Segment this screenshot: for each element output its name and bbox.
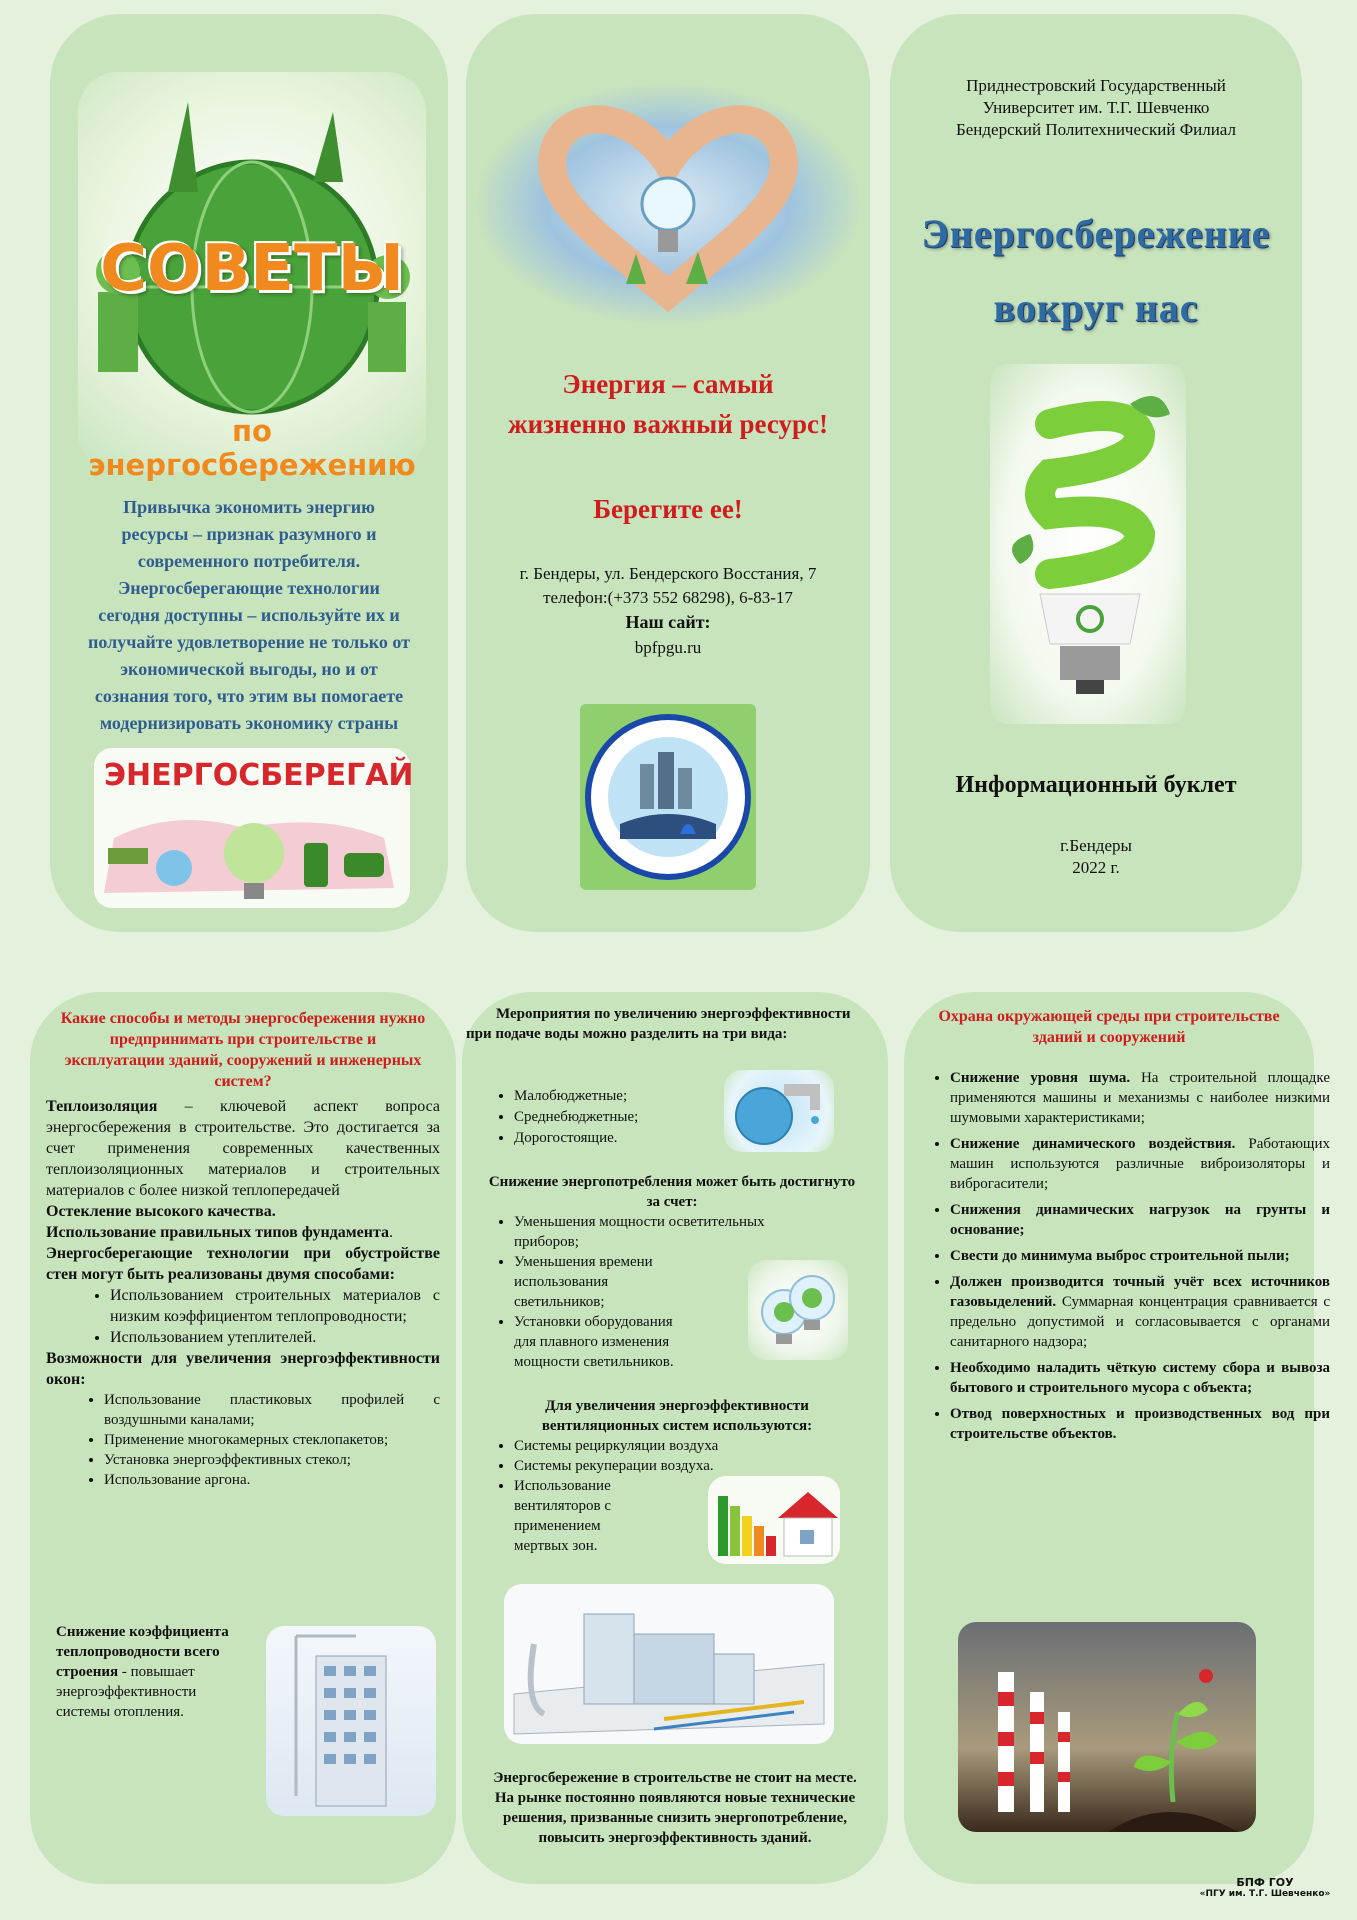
conductivity-note — [56, 1622, 236, 1722]
list-item: • Использование пластиковых профилей с воздушными каналами; — [104, 1390, 440, 1430]
panel-cover — [890, 14, 1302, 932]
water-list — [482, 1086, 734, 1149]
save-energy-banner — [94, 748, 414, 908]
bulb-icon — [748, 1260, 848, 1360]
slogan: Энергия – самый жизненно важный ресурс! — [508, 369, 828, 439]
insulation-term: Теплоизоляция — [46, 1098, 158, 1115]
building-image — [266, 1626, 436, 1816]
list-item: • Уменьшения мощности осветительных приборов; — [514, 1212, 804, 1252]
list-item: • Системы рециркуляции воздуха — [514, 1436, 814, 1456]
year: 2022 г. — [1072, 858, 1120, 877]
item-bold: Отвод поверхностных и производственных вод при строительстве объектов. — [950, 1406, 1330, 1442]
list-item: • Установка энергоэффективных стекол; — [104, 1450, 440, 1470]
hands-heart-icon — [476, 84, 860, 324]
conductivity-dash: - — [121, 1664, 127, 1680]
city: г.Бендеры — [1060, 836, 1132, 855]
panel-contacts — [466, 14, 870, 932]
item-text: Работающих машин используются различные виброизоляторы и виброгасители; — [950, 1136, 1330, 1192]
list-item: • Системы рекуперации воздуха. — [514, 1456, 814, 1476]
list-item: • Использование аргона. — [104, 1470, 440, 1490]
environment-heading: Охрана окружающей среды при строительстве зданий и сооружений — [938, 1008, 1280, 1046]
bulbs-image — [748, 1260, 848, 1360]
foundation-line — [46, 1222, 440, 1243]
university-line-2: Университет им. Т.Г. Шевченко — [982, 98, 1210, 117]
foundation-text: Использование правильных типов фундамента — [46, 1224, 390, 1241]
foundation-dot: . — [389, 1224, 394, 1241]
ventilation-heading: Для увеличения энергоэффективности вентиляционных систем используются: — [541, 1398, 813, 1434]
glazing-line: Остекление высокого качества. — [46, 1203, 276, 1220]
energy-icons — [94, 798, 410, 908]
list-item: • Установки оборудования для плавного изменения мощности светильников. — [514, 1312, 694, 1372]
list-item: • Уменьшения времени использования светильников; — [514, 1252, 664, 1312]
phone: телефон:(+373 552 68298), 6-83-17 — [543, 588, 793, 607]
site-label: Наш сайт: — [625, 612, 711, 632]
university-emblem — [580, 704, 756, 890]
item-bold: Должен производится точный учёт всех источников газовыделений. — [950, 1274, 1330, 1310]
conductivity-bold: Снижение коэффициента теплопроводности всего строения — [56, 1624, 229, 1680]
architecture-plan-image — [504, 1584, 834, 1744]
item-bold: Снижение динамического воздействия. — [950, 1136, 1236, 1152]
logo-word: СОВЕТЫ — [100, 232, 404, 306]
lamp-icon — [990, 364, 1186, 724]
panel-environment — [904, 992, 1330, 1884]
list-item: • Малобюджетные; — [514, 1086, 734, 1107]
list-item: • Использованием строительных материалов с низким коэффициентом теплопроводности; — [110, 1285, 440, 1327]
walls-line: Энергосберегающие технологии при обустройстве стен могут быть реализованы двумя способами: — [46, 1245, 440, 1283]
factory-sprout-image — [958, 1622, 1256, 1832]
item-text: На строительной площадке применяются машины и механизмы с наиболее низкими шумовыми характеристиками; — [950, 1070, 1330, 1126]
lighting-heading: Снижение энергопотребления может быть достигнуто за счет: — [488, 1174, 856, 1210]
hands-heart-image — [476, 84, 860, 324]
conductivity-text: повышает энергоэффективности системы отопления. — [56, 1664, 197, 1720]
item-bold: Снижение уровня шума. — [950, 1070, 1131, 1086]
list-item: • Среднебюджетные; — [514, 1107, 734, 1128]
building-icon — [266, 1626, 436, 1816]
list-item — [950, 1246, 1330, 1266]
item-text: Суммарная концентрация сравнивается с предельно допустимой и согласовывается с органами санитарного надзора; — [950, 1294, 1330, 1350]
list-item — [950, 1358, 1330, 1398]
tips-text: Привычка экономить энергию ресурсы – признак разумного и современного потребителя. Энергосберегающие технологии сегодня доступны – используйте их и получайте удовлетворение не только от экономической выгоды, но и от сознания того, что этим вы помогаете модернизировать экономику страны — [88, 497, 410, 733]
banner-title: ЭНЕРГОСБЕРЕГАЙ — [104, 758, 414, 793]
methods-heading: Какие способы и методы энергосбережения нужно предпринимать при строительстве и эксплуатации зданий, сооружений и инженерных систем? — [60, 1010, 426, 1090]
list-item — [950, 1200, 1330, 1240]
insulation-text: – ключевой аспект вопроса энергосбережения в строительстве. Это достигается за счет применения современных качественных теплоизоляционных материалов и строительных материалов с более низкой теплопередачей — [46, 1098, 440, 1199]
corner-line-1: БПФ ГОУ — [1236, 1876, 1294, 1889]
tips-logo-image — [78, 72, 426, 482]
emblem-icon — [580, 704, 756, 890]
wall-methods-list — [46, 1285, 440, 1348]
site-link[interactable]: bpfpgu.ru — [634, 638, 702, 657]
panel-tips — [50, 14, 448, 932]
list-item — [950, 1404, 1330, 1444]
list-item — [950, 1134, 1330, 1194]
faucet-icon — [724, 1070, 834, 1152]
address: г. Бендеры, ул. Бендерского Восстания, 7 — [519, 564, 817, 583]
water-heading: Мероприятия по увеличению энергоэффективности при подаче воды можно разделить на три вида: — [466, 1006, 851, 1042]
item-bold: Свести до минимума выброс строительной пыли; — [950, 1248, 1290, 1264]
environment-list — [912, 1068, 1330, 1450]
cover-title: Энергосбережение — [921, 211, 1271, 256]
university-line-1: Приднестровский Государственный — [966, 76, 1226, 95]
list-item: • Использование вентиляторов с применением мертвых зон. — [514, 1476, 644, 1556]
blueprint-icon — [504, 1584, 834, 1744]
slogan-care: Берегите ее! — [593, 494, 743, 524]
methods-body — [46, 1096, 440, 1490]
corner-label — [1180, 1876, 1350, 1899]
item-bold: Необходимо наладить чёткую систему сбора и вывоза бытового и строительного мусора с объекта; — [950, 1360, 1330, 1396]
university-line-3: Бендерский Политехнический Филиал — [956, 120, 1236, 139]
cover-subtitle: вокруг нас — [993, 285, 1199, 330]
house-icon — [708, 1476, 840, 1564]
efficiency-footer: Энергосбережение в строительстве не стоит на месте. На рынке постоянно появляются новые технические решения, призванные снизить энергопотребление, повысить энергоэффективность зданий. — [493, 1770, 857, 1846]
list-item: • Использованием утеплителей. — [110, 1327, 440, 1348]
chimney-sprout-icon — [958, 1622, 1256, 1832]
corner-line-2: «ПГУ им. Т.Г. Шевченко» — [1199, 1889, 1331, 1899]
item-bold: Снижения динамических нагрузок на грунты и основание; — [950, 1202, 1330, 1238]
list-item: • Применение многокамерных стеклопакетов; — [104, 1430, 440, 1450]
logo-subtitle: по энергосбережению — [88, 414, 416, 482]
list-item: • Дорогостоящие. — [514, 1128, 734, 1149]
panel-methods — [30, 992, 456, 1884]
water-globe-image — [724, 1070, 834, 1152]
house-energy-image — [708, 1476, 840, 1564]
list-item — [950, 1272, 1330, 1352]
windows-line: Возможности для увеличения энергоэффективности окон: — [46, 1350, 440, 1388]
panel-efficiency — [462, 992, 888, 1884]
window-methods-list — [46, 1390, 440, 1490]
list-item — [950, 1068, 1330, 1128]
booklet-label: Информационный буклет — [955, 772, 1237, 798]
green-lamp-image — [990, 364, 1186, 724]
